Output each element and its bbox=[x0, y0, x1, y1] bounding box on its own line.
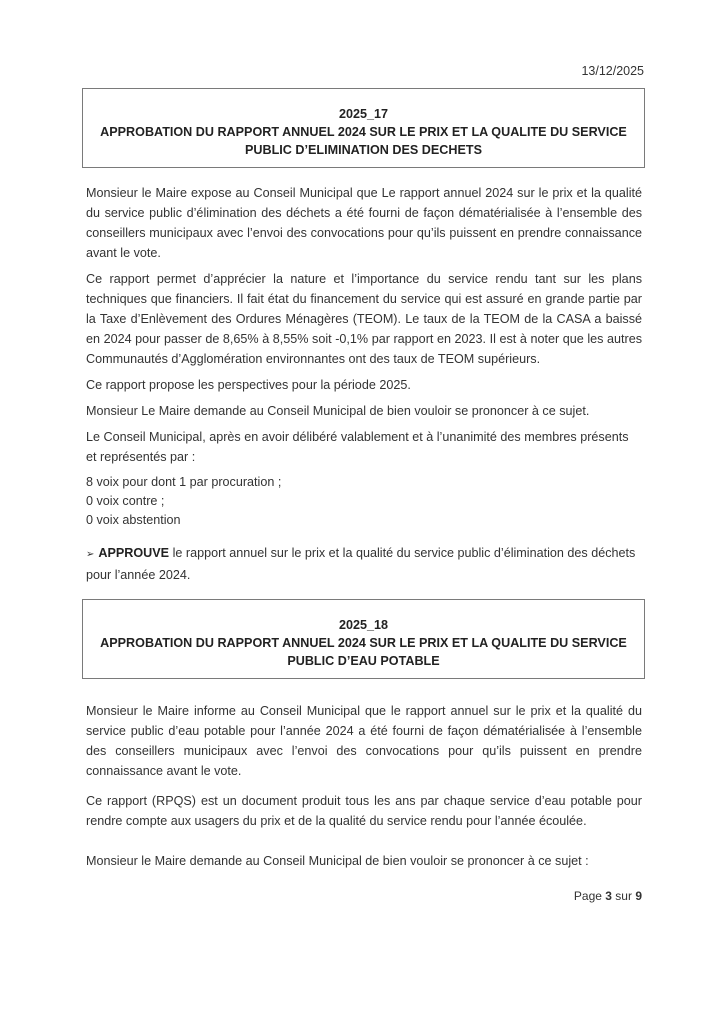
approve-text: le rapport annuel sur le prix et la qualité du service public d’élimination des déchets pour l’année 2024. bbox=[86, 546, 636, 582]
document-date: 13/12/2025 bbox=[581, 64, 644, 78]
page-label: Page bbox=[573, 889, 606, 903]
paragraph: Le Conseil Municipal, après en avoir délibéré valablement et à l’unanimité des membres présents et représentés par : bbox=[86, 430, 629, 464]
deliberation-header-2025-17 bbox=[82, 88, 645, 168]
deliberation-number: 2025_18 bbox=[338, 618, 389, 632]
paragraph: Ce rapport (RPQS) est un document produit tous les ans par chaque service d’eau potable pour rendre compte aux usagers du prix et de la qualité du service rendu pour l’année écoulée. bbox=[86, 794, 642, 828]
page-number bbox=[574, 889, 642, 903]
votes-abstention: 0 voix abstention bbox=[86, 513, 181, 527]
paragraph: Ce rapport permet d’apprécier la nature et l’importance du service rendu tant sur les plans techniques que financiers. Il fait état du financement du service qui est assuré en grande partie par la Taxe d’Enlèvement des Ordures Ménagères (TEOM). Le taux de la TEOM de la CASA a baissé en 2024 pour passer de 8,65% à 8,55% soit -0,1% par rapport en 2023. Il est à noter que les autres Communautés d’Agglomération environnantes ont des taux de TEOM supérieurs. bbox=[86, 272, 642, 366]
paragraph: Ce rapport propose les perspectives pour la période 2025. bbox=[86, 378, 411, 392]
deliberation-title-line1: APPROBATION DU RAPPORT ANNUEL 2024 SUR LE PRIX ET LA QUALITE DU SERVICE bbox=[100, 636, 627, 650]
page-total: 9 bbox=[635, 889, 642, 903]
deliberation-number: 2025_17 bbox=[338, 107, 389, 121]
paragraph: Monsieur le Maire expose au Conseil Municipal que Le rapport annuel 2024 sur le prix et la qualité du service public d’élimination des déchets a été fourni de façon dématérialisée à l’ensemble des conseillers municipaux avec l’envoi des convocations pour qu’ils puissent en prendre connaissance avant le vote. bbox=[86, 186, 642, 260]
deliberation-header-2025-18 bbox=[82, 599, 645, 679]
paragraph: Monsieur Le Maire demande au Conseil Municipal de bien vouloir se prononcer à ce sujet. bbox=[86, 404, 590, 418]
approval-statement bbox=[86, 543, 642, 585]
arrow-bullet-icon: ➢ bbox=[86, 549, 95, 560]
vote-results-list bbox=[86, 473, 642, 530]
deliberation-title-line2: PUBLIC D’EAU POTABLE bbox=[287, 654, 440, 668]
section2-body bbox=[86, 701, 642, 881]
page-separator: sur bbox=[611, 889, 636, 903]
deliberation-title-line1: APPROBATION DU RAPPORT ANNUEL 2024 SUR LE PRIX ET LA QUALITE DU SERVICE bbox=[100, 125, 627, 139]
approve-keyword: APPROUVE bbox=[98, 546, 170, 560]
votes-for: 8 voix pour dont 1 par procuration ; bbox=[86, 475, 282, 489]
paragraph: Monsieur le Maire demande au Conseil Municipal de bien vouloir se prononcer à ce sujet : bbox=[86, 854, 589, 868]
section1-body bbox=[86, 183, 642, 591]
votes-against: 0 voix contre ; bbox=[86, 494, 165, 508]
page-current: 3 bbox=[605, 889, 612, 903]
paragraph: Monsieur le Maire informe au Conseil Municipal que le rapport annuel sur le prix et la qualité du service public d’eau potable pour l’année 2024 a été fourni de façon dématérialisée à l’ensemble des conseillers municipaux avec l’envoi des convocations pour qu’ils puissent en prendre connaissance avant le vote. bbox=[86, 704, 642, 778]
deliberation-title-line2: PUBLIC D’ELIMINATION DES DECHETS bbox=[245, 143, 482, 157]
